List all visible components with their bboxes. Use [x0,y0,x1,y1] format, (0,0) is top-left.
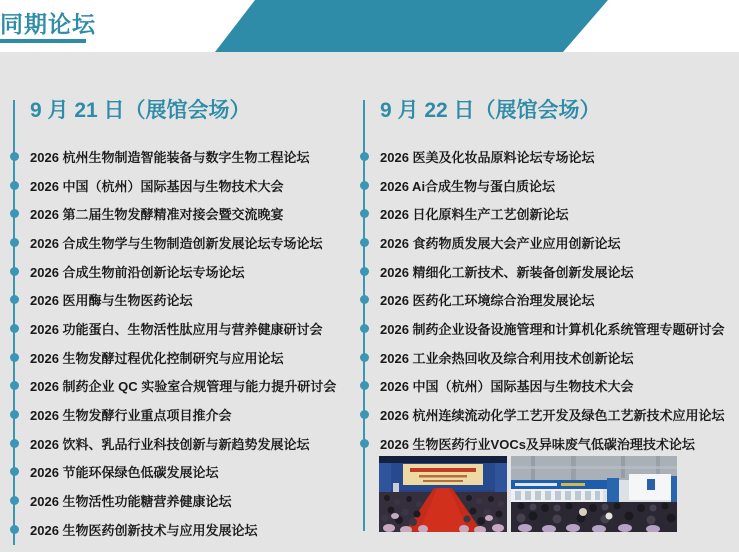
bullet-dot-icon [360,439,369,448]
forum-list-item [363,372,725,401]
exhibition-hall-illustration [511,456,677,532]
bullet-dot-icon [10,353,19,362]
forum-item-label: 2026 医美及化妆品原料论坛专场论坛 [380,149,595,165]
bullet-dot-icon [360,209,369,218]
forum-item-label: 2026 医用酶与生物医药论坛 [30,293,193,309]
bullet-dot-icon [360,353,369,362]
forum-list-item [13,400,336,429]
event-photos [379,456,677,532]
forum-list-item [13,228,336,257]
forum-item-label: 2026 中国（杭州）国际基因与生物技术大会 [30,178,284,194]
forum-list-item [13,486,336,515]
day2-header: 9 月 22 日（展馆会场） [380,99,601,122]
header-band [0,0,739,52]
forum-list-item [13,343,336,372]
bullet-dot-icon [360,181,369,190]
bullet-dot-icon [10,439,19,448]
bullet-dot-icon [10,181,19,190]
forum-item-label: 2026 第二届生物发酵精准对接会暨交流晚宴 [30,207,284,223]
forum-item-label: 2026 节能环保绿色低碳发展论坛 [30,465,219,481]
bullet-dot-icon [10,467,19,476]
forum-list-item [363,285,725,314]
bullet-dot-icon [10,238,19,247]
forum-list-item [13,199,336,228]
forum-item-label: 2026 生物医药行业VOCs及异味废气低碳治理技术论坛 [380,436,695,452]
forum-item-label: 2026 生物发酵行业重点项目推介会 [30,408,232,424]
forum-list-item [363,142,725,171]
forum-list-item [363,343,725,372]
day1-column [13,97,336,544]
forum-item-label: 2026 制药企业 QC 实验室合规管理与能力提升研讨会 [30,379,337,395]
bullet-dot-icon [360,324,369,333]
forum-list-item [13,458,336,487]
header-accent-shape [215,0,608,52]
forum-item-label: 2026 生物医药创新技术与应用发展论坛 [30,522,258,538]
forum-list-item [13,372,336,401]
forum-item-label: 2026 杭州连续流动化学工艺开发及绿色工艺新技术应用论坛 [380,408,725,424]
day2-forum-list [363,142,725,458]
forum-list-item [13,314,336,343]
forum-list-item [363,257,725,286]
title-underline [0,39,86,43]
forum-item-label: 2026 日化原料生产工艺创新论坛 [380,207,569,223]
forum-item-label: 2026 生物活性功能糖营养健康论坛 [30,494,232,510]
forum-item-label: 2026 中国（杭州）国际基因与生物技术大会 [380,379,634,395]
conference-stage-illustration [379,456,507,532]
bullet-dot-icon [10,381,19,390]
forum-item-label: 2026 制药企业设备设施管理和计算机化系统管理专题研讨会 [380,321,725,337]
forum-list-item [13,142,336,171]
forum-list-item [363,199,725,228]
forum-list-item [363,228,725,257]
forum-item-label: 2026 Ai合成生物与蛋白质论坛 [380,178,556,194]
page-title: 同期论坛 [0,11,96,37]
bullet-dot-icon [10,324,19,333]
bullet-dot-icon [10,209,19,218]
forum-item-label: 2026 功能蛋白、生物活性肽应用与营养健康研讨会 [30,321,323,337]
forum-item-label: 2026 合成生物前沿创新论坛专场论坛 [30,264,245,280]
day1-header: 9 月 21 日（展馆会场） [30,99,251,122]
exhibition-hall-photo [511,456,677,532]
forum-item-label: 2026 生物发酵过程优化控制研究与应用论坛 [30,350,284,366]
forum-list-item [363,400,725,429]
forum-list-item [13,257,336,286]
forum-list-item [13,429,336,458]
forum-list-item [13,515,336,544]
forum-list-item [363,171,725,200]
conference-stage-photo [379,456,507,532]
bullet-dot-icon [10,267,19,276]
bullet-dot-icon [360,152,369,161]
day2-column [363,97,725,458]
bullet-dot-icon [10,525,19,534]
bullet-dot-icon [360,267,369,276]
forum-item-label: 2026 饮料、乳品行业科技创新与新趋势发展论坛 [30,436,310,452]
forum-list-item [13,285,336,314]
day1-forum-list [13,142,336,544]
forum-list-item [363,429,725,458]
bullet-dot-icon [360,410,369,419]
bullet-dot-icon [10,152,19,161]
forum-item-label: 2026 合成生物学与生物制造创新发展论坛专场论坛 [30,235,323,251]
bullet-dot-icon [10,496,19,505]
forum-item-label: 2026 杭州生物制造智能装备与数字生物工程论坛 [30,149,310,165]
bullet-dot-icon [10,295,19,304]
bullet-dot-icon [360,295,369,304]
forum-list-item [363,314,725,343]
bullet-dot-icon [360,238,369,247]
forum-item-label: 2026 医药化工环境综合治理发展论坛 [380,293,595,309]
forum-item-label: 2026 精细化工新技术、新装备创新发展论坛 [380,264,634,280]
bullet-dot-icon [10,410,19,419]
forum-item-label: 2026 食药物质发展大会产业应用创新论坛 [380,235,621,251]
forum-item-label: 2026 工业余热回收及综合利用技术创新论坛 [380,350,634,366]
forum-list-item [13,171,336,200]
bullet-dot-icon [360,381,369,390]
